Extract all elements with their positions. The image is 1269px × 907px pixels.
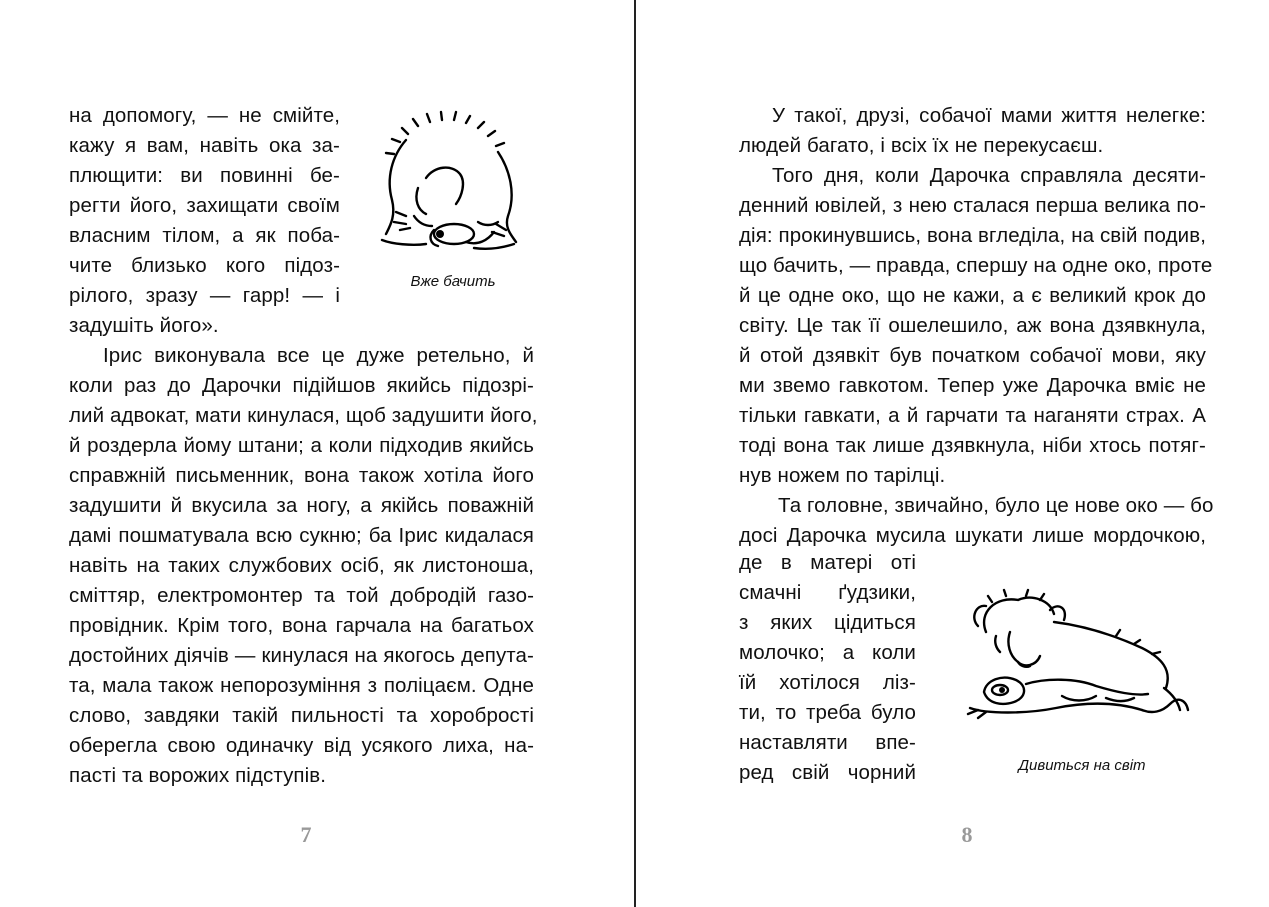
text-line: У такої, друзі, собачої мами життя нелегке: <box>772 104 1206 127</box>
caption-right: Дивиться на світ <box>1018 757 1146 774</box>
text-line: ред свій чорний <box>739 761 916 784</box>
puppy-sleeping-illustration <box>378 112 523 257</box>
text-line: ми звемо гавкотом. Тепер уже Дарочка вміє не <box>739 374 1206 397</box>
text-line: лий адвокат, мати кинулася, щоб задушити його, <box>69 404 538 427</box>
text-line: слово, завдяки такій пильності та хоробрості <box>69 704 534 727</box>
text-line: кажу я вам, навіть ока за- <box>69 134 340 157</box>
text-line: й це одне око, що не кажи, а є великий крок до <box>739 284 1206 307</box>
text-line: де в матері оті <box>739 551 916 574</box>
text-line: світу. Це так її ошелешило, аж вона дзявкнула, <box>739 314 1206 337</box>
text-line: Того дня, коли Дарочка справляла десяти- <box>772 164 1206 187</box>
text-line: чите близько кого підоз- <box>69 254 340 277</box>
caption-left: Вже бачить <box>410 273 496 290</box>
text-line: що бачить, — правда, спершу на одне око, проте <box>739 254 1213 277</box>
right-page <box>636 0 1269 907</box>
text-line: рілого, зразу — гарр! — і <box>69 284 340 307</box>
text-line: справжній письменник, вона також хотіла його <box>69 464 534 487</box>
page-number-left: 7 <box>300 822 312 847</box>
text-line: дамі пошматувала всю сукню; ба Ірис кидалася <box>69 524 534 547</box>
left-page <box>0 0 634 907</box>
left-top-paragraph <box>69 101 340 341</box>
text-line: достойних діячів — кинулася на якогось депута- <box>69 644 534 667</box>
text-line: смачні ґудзики, <box>739 581 916 604</box>
text-line: тільки гавкати, а й гарчати та наганяти страх. А <box>739 404 1206 427</box>
text-line: й отой дзявкіт був початком собачої мови, яку <box>739 344 1206 367</box>
text-line: оберегла свою одиначку від усякого лиха, на- <box>69 734 534 757</box>
text-line: дія: прокинувшись, вона вгледіла, на свій подив, <box>739 224 1206 247</box>
text-line: й роздерла йому штани; а коли підходив якийсь <box>69 434 534 457</box>
text-line: задушіть його». <box>69 314 219 337</box>
text-line: ти, то треба було <box>739 701 916 724</box>
right-main-paragraph <box>739 101 1214 551</box>
text-line: нув ножем по тарілці. <box>739 464 946 487</box>
text-line: досі Дарочка мусила шукати лише мордочкою, <box>739 524 1206 547</box>
text-line: та, мала також непорозуміння з поліцаєм. Одне <box>69 674 534 697</box>
text-line: на допомогу, — не смійте, <box>69 104 340 127</box>
text-line: навіть на таких службових осіб, як листоноша, <box>69 554 534 577</box>
text-line: Та головне, звичайно, було це нове око — бо <box>778 494 1214 517</box>
text-line: тоді вона так лише дзявкнула, ніби хтось потяг- <box>739 434 1206 457</box>
text-line: власним тілом, а як поба- <box>69 224 340 247</box>
text-line: задушити й вкусила за ногу, а якійсь поважній <box>69 494 534 517</box>
text-line: плющити: ви повинні бе- <box>69 164 340 187</box>
text-line: пасті та ворожих підступів. <box>69 764 327 787</box>
puppy-looking-illustration <box>966 592 1198 732</box>
page-number-right: 8 <box>961 822 973 847</box>
text-line: людей багато, і всіх їх не перекусаєш. <box>739 134 1104 157</box>
text-line: провідник. Крім того, вона гарчала на багатьох <box>69 614 534 637</box>
text-line: молочко; а коли <box>739 641 916 664</box>
text-line: коли раз до Дарочки підійшов якийсь підозрі- <box>69 374 534 397</box>
right-narrow-paragraph <box>739 548 916 788</box>
text-line: сміттяр, електромонтер та той добродій газо- <box>69 584 534 607</box>
left-main-paragraph <box>69 341 538 791</box>
text-line: Ірис виконувала все це дуже ретельно, й <box>103 344 534 367</box>
text-line: їй хотілося ліз- <box>739 671 916 694</box>
text-line: регти його, захищати своїм <box>69 194 340 217</box>
text-line: денний ювілей, з нею сталася перша велика по- <box>739 194 1206 217</box>
text-line: з яких цідиться <box>739 611 916 634</box>
text-line: наставляти впе- <box>739 731 916 754</box>
